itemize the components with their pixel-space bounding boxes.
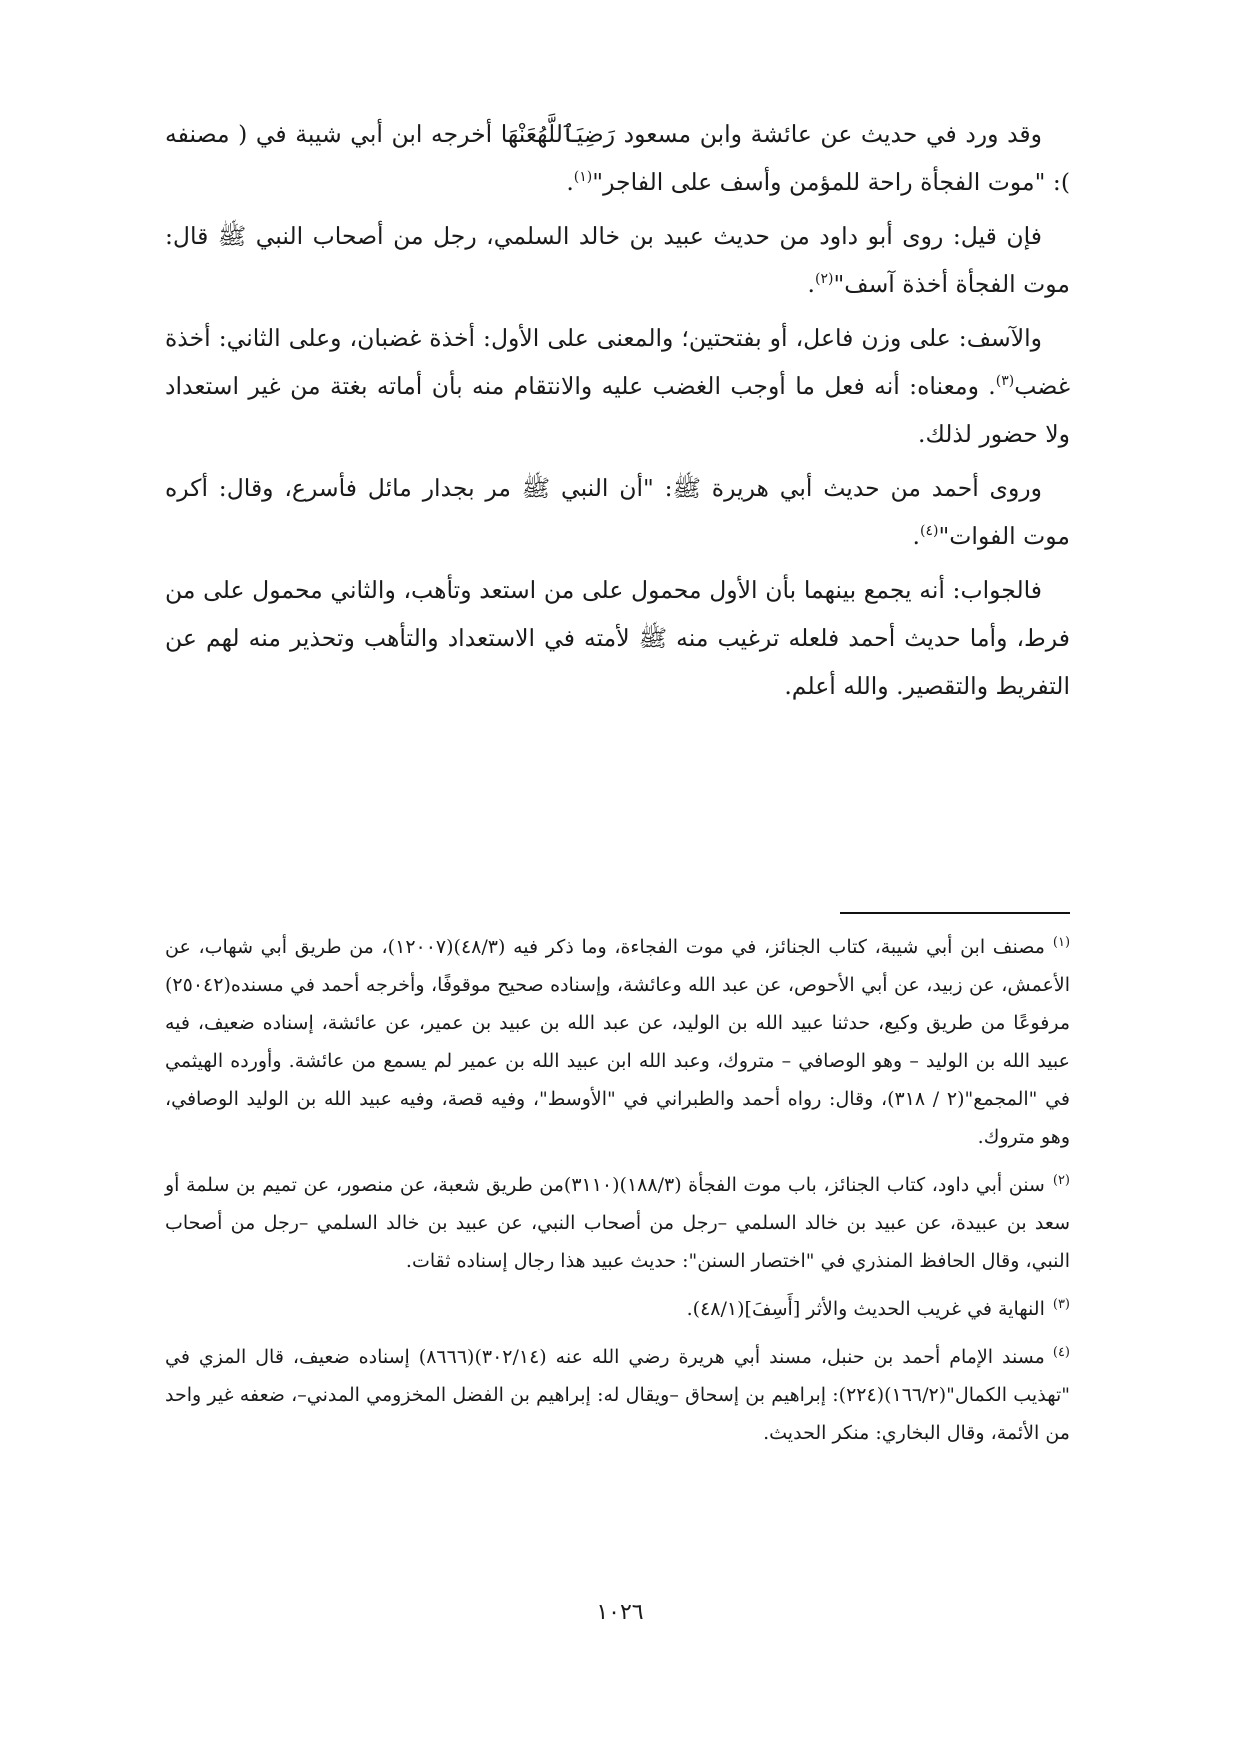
- page-number: ١٠٢٦: [596, 1600, 644, 1625]
- footnote-divider: [840, 912, 1070, 914]
- footnote-text: مسند الإمام أحمد بن حنبل، مسند أبي هريرة رضي الله عنه (٣٠٢/١٤)(٨٦٦٦) إسناده ضعيف، قال المزي في "تهذيب الكمال"(١٦٦/٢)(٢٢٤): إبراهيم بن إسحاق –ويقال له: إبراهيم بن الفضل المخزومي المدني–، ضعفه غير واحد من الأئمة، وقال البخاري: منكر الحديث.: [165, 1346, 1070, 1444]
- footnote-ref: (١): [573, 169, 593, 186]
- paragraph-tail: .: [566, 168, 574, 196]
- footnote-text: سنن أبي داود، كتاب الجنائز، باب موت الفجأة (١٨٨/٣)(٣١١٠)من طريق شعبة، عن منصور، عن تميم بن سلمة أو سعد بن عبيدة، عن عبيد بن خالد السلمي –رجل من أصحاب النبي، عن عبيد بن خالد السلمي –رجل من أصحاب النبي، وقال الحافظ المنذري في "اختصار السنن": حديث عبيد هذا رجال إسناده ثقات.: [165, 1174, 1070, 1272]
- footnote-text: النهاية في غريب الحديث والأثر [أَسِفَ](٤٨/١).: [686, 1298, 1045, 1320]
- footnote-text: مصنف ابن أبي شيبة، كتاب الجنائز، في موت الفجاءة، وما ذكر فيه (٤٨/٣)(١٢٠٠٧)، من طريق أبي شهاب، عن الأعمش، عن زبيد، عن أبي الأحوص، عن عبد الله وعائشة، وإسناده صحيح موقوفًا، وأخرجه أحمد في مسنده(٢٥٠٤٢) مرفوعًا من طريق وكيع، حدثنا عبيد الله بن الوليد، عن عبد الله بن عبيد بن عمير، عن عائشة، إسناده ضعيف، فيه عبيد الله بن الوليد – وهو الوصافي – متروك، وعبد الله ابن عبيد الله بن عمير لم يسمع من عائشة. وأورده الهيثمي في "المجمع"(٢ / ٣١٨)، وقال: رواه أحمد والطبراني في "الأوسط"، وفيه قصة، وفيه عبيد الله بن الوليد الوصافي، وهو متروك.: [165, 936, 1071, 1148]
- footnote-4: [165, 1338, 1070, 1452]
- footnotes: [165, 928, 1070, 1462]
- footnote-ref: (٢): [814, 271, 834, 288]
- paragraph-tail: .: [807, 270, 815, 298]
- footnote-number: (٣): [1052, 1296, 1070, 1312]
- paragraph-tail: .: [912, 522, 921, 550]
- paragraph-text: وروى أحمد من حديث أبي هريرة ﷺ: "أن النبي ﷺ مر بجدار مائل فأسرع، وقال: أكره موت الفوات": [165, 474, 1070, 550]
- paragraph-5: [165, 566, 1070, 710]
- paragraph-2: [165, 212, 1070, 308]
- footnote-3: [165, 1290, 1070, 1328]
- paragraph-text: وقد ورد في حديث عن عائشة وابن مسعود رَضِيَٱللَّهُعَنْهَا أخرجه ابن أبي شيبة في ( مصنفه ): "موت الفجأة راحة للمؤمن وأسف على الفاجر": [165, 120, 1070, 196]
- footnote-number: (١): [1052, 934, 1071, 950]
- paragraph-text: فإن قيل: روى أبو داود من حديث عبيد بن خالد السلمي، رجل من أصحاب النبي ﷺ قال: موت الفجأة أخذة آسف": [165, 222, 1070, 298]
- paragraph-text: والآسف: على وزن فاعل، أو بفتحتين؛ والمعنى على الأول: أخذة غضبان، وعلى الثاني: أخذة غضب: [165, 324, 1070, 400]
- footnote-1: [165, 928, 1070, 1156]
- footnote-number: (٢): [1052, 1172, 1070, 1188]
- paragraph-3: [165, 314, 1070, 458]
- paragraph-tail: . ومعناه: أنه فعل ما أوجب الغضب عليه والانتقام منه بأن أماته بغتة من غير استعداد ولا حضور لذلك.: [165, 372, 1070, 448]
- footnote-ref: (٤): [920, 523, 939, 540]
- footnote-2: [165, 1166, 1070, 1280]
- footnote-ref: (٣): [995, 373, 1015, 390]
- paragraph-text: فالجواب: أنه يجمع بينهما بأن الأول محمول على من استعد وتأهب، والثاني محمول على من فرط، وأما حديث أحمد فلعله ترغيب منه ﷺ لأمته في الاستعداد والتأهب وتحذير منه لهم عن التفريط والتقصير. والله أعلم.: [165, 576, 1070, 700]
- main-text: [165, 110, 1070, 710]
- footnote-number: (٤): [1052, 1344, 1070, 1360]
- paragraph-4: [165, 464, 1070, 560]
- paragraph-1: [165, 110, 1070, 206]
